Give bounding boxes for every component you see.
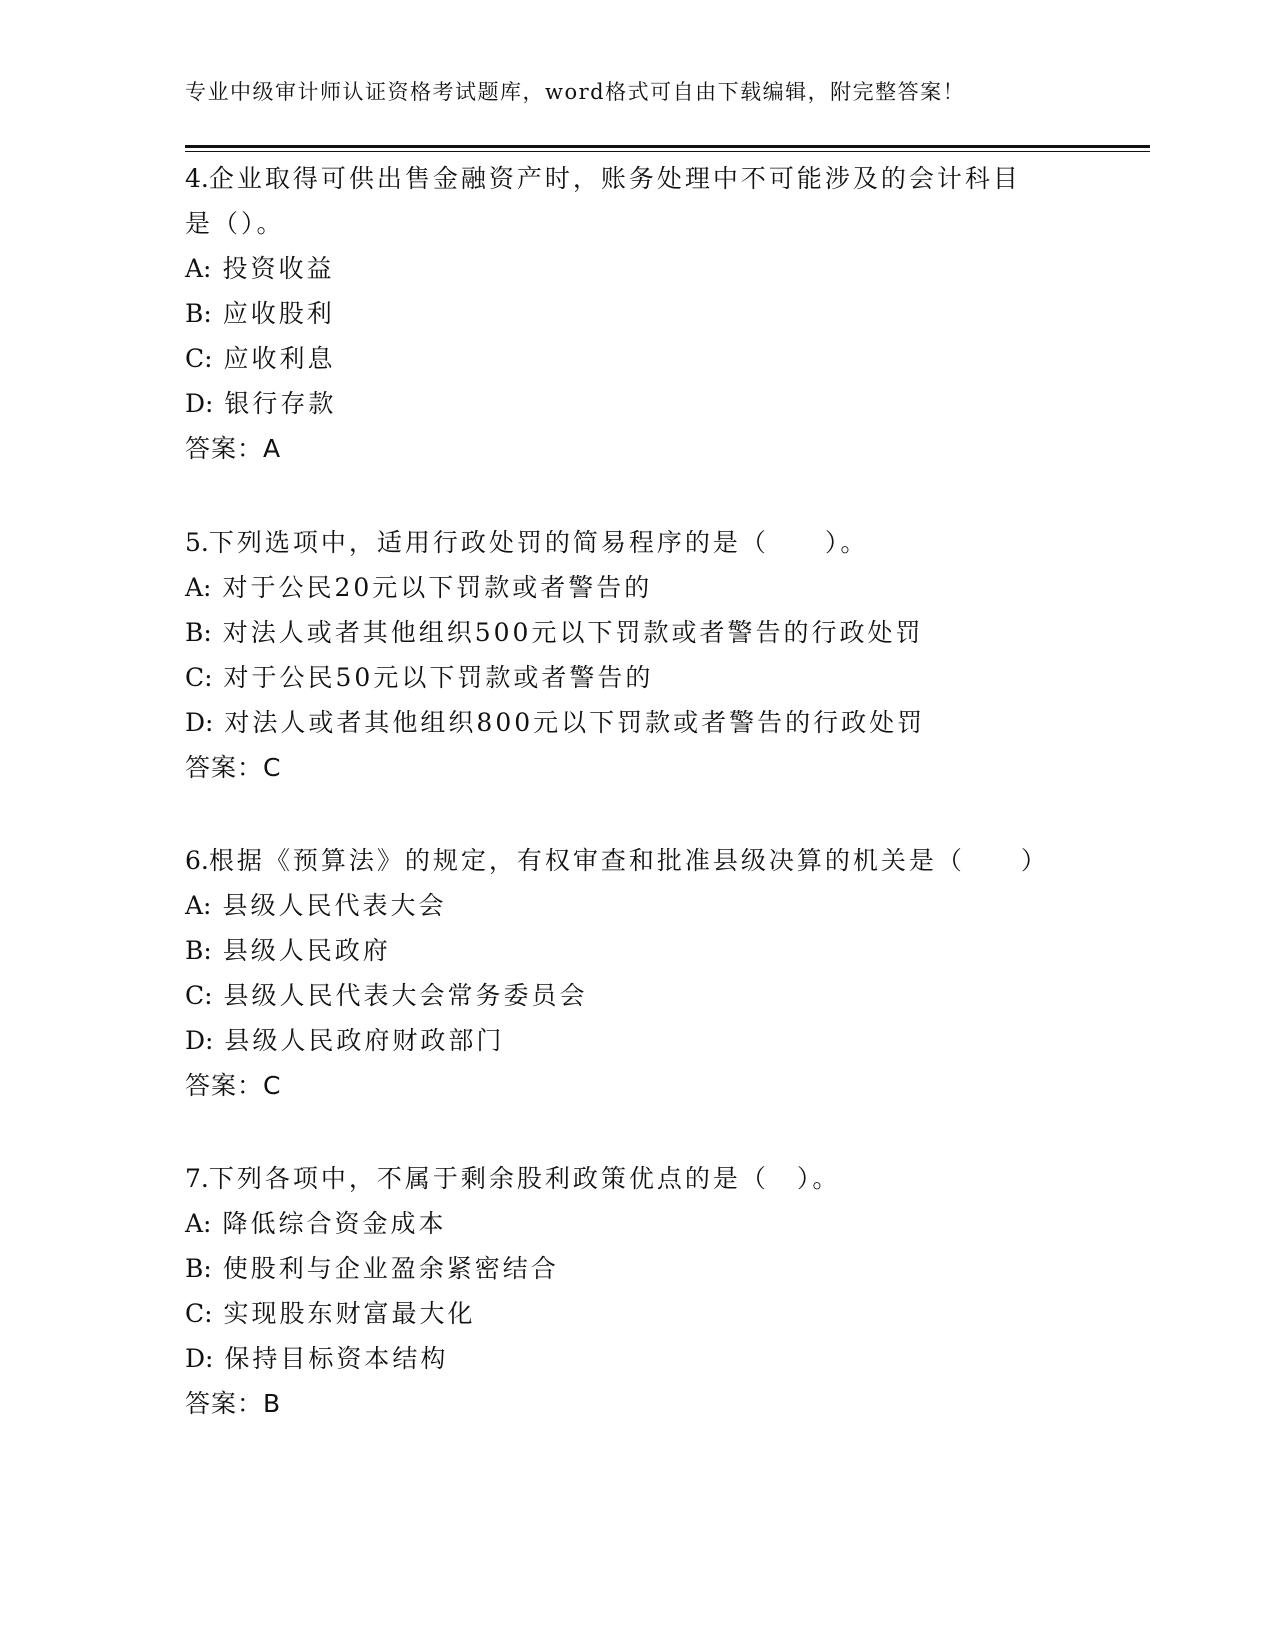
question-6 bbox=[185, 838, 1085, 1108]
question-4-text-continued bbox=[185, 201, 1085, 246]
answer: 答案：C bbox=[185, 753, 282, 782]
option-text: 实现股东财富最大化 bbox=[223, 1299, 476, 1328]
option-text: 县级人民代表大会 bbox=[222, 891, 447, 920]
option-a bbox=[185, 565, 1085, 610]
option-text: 对于公民20元以下罚款或者警告的 bbox=[222, 573, 653, 602]
option-b bbox=[185, 928, 1085, 973]
option-letter: A: bbox=[185, 1209, 212, 1238]
option-text: 县级人民政府财政部门 bbox=[224, 1026, 505, 1055]
option-text: 应收股利 bbox=[222, 299, 335, 328]
question-7-text bbox=[185, 1156, 1085, 1201]
option-text: 县级人民政府 bbox=[222, 936, 391, 965]
option-d bbox=[185, 381, 1085, 426]
option-letter: D: bbox=[185, 1026, 214, 1055]
option-letter: B: bbox=[185, 1254, 212, 1283]
option-d bbox=[185, 1018, 1085, 1063]
option-text: 投资收益 bbox=[222, 254, 335, 283]
question-line: 企业取得可供出售金融资产时，账务处理中不可能涉及的会计科目 bbox=[208, 164, 1021, 193]
option-letter: B: bbox=[185, 936, 212, 965]
option-text: 使股利与企业盈余紧密结合 bbox=[222, 1254, 559, 1283]
question-number: 4. bbox=[185, 164, 209, 193]
option-c bbox=[185, 1291, 1085, 1336]
question-number: 5. bbox=[185, 528, 209, 557]
option-b bbox=[185, 610, 1085, 655]
option-a bbox=[185, 1201, 1085, 1246]
header-divider-thin bbox=[185, 151, 1150, 152]
option-text: 对法人或者其他组织500元以下罚款或者警告的行政处罚 bbox=[222, 618, 924, 647]
option-letter: C: bbox=[185, 344, 213, 373]
option-text: 县级人民代表大会常务委员会 bbox=[223, 981, 588, 1010]
answer: 答案：B bbox=[185, 1389, 282, 1418]
option-a bbox=[185, 246, 1085, 291]
question-line: 是（）。 bbox=[185, 209, 285, 238]
option-letter: C: bbox=[185, 981, 213, 1010]
question-line: 下列各项中，不属于剩余股利政策优点的是（ ）。 bbox=[208, 1164, 841, 1193]
option-letter: C: bbox=[185, 1299, 213, 1328]
answer: 答案：C bbox=[185, 1071, 282, 1100]
option-letter: B: bbox=[185, 299, 212, 328]
option-letter: A: bbox=[185, 254, 212, 283]
option-b bbox=[185, 291, 1085, 336]
question-number: 6. bbox=[185, 846, 209, 875]
option-text: 对于公民50元以下罚款或者警告的 bbox=[223, 663, 654, 692]
question-7 bbox=[185, 1156, 1085, 1426]
option-text: 应收利息 bbox=[223, 344, 336, 373]
option-letter: C: bbox=[185, 663, 213, 692]
question-number: 7. bbox=[185, 1164, 209, 1193]
option-letter: D: bbox=[185, 708, 214, 737]
question-5-text bbox=[185, 520, 1085, 565]
question-4 bbox=[185, 156, 1085, 471]
option-b bbox=[185, 1246, 1085, 1291]
question-4-text bbox=[185, 156, 1085, 201]
option-d bbox=[185, 1336, 1085, 1381]
question-line: 下列选项中，适用行政处罚的简易程序的是（ ）。 bbox=[208, 528, 869, 557]
option-text: 保持目标资本结构 bbox=[224, 1344, 449, 1373]
option-text: 降低综合资金成本 bbox=[222, 1209, 447, 1238]
option-letter: A: bbox=[185, 891, 212, 920]
question-5 bbox=[185, 520, 1085, 790]
option-d bbox=[185, 700, 1085, 745]
option-letter: A: bbox=[185, 573, 212, 602]
option-letter: D: bbox=[185, 1344, 214, 1373]
page-header: 专业中级审计师认证资格考试题库，word格式可自由下载编辑，附完整答案！ bbox=[185, 80, 966, 104]
header-divider-thick bbox=[185, 145, 1150, 148]
option-text: 银行存款 bbox=[224, 389, 337, 418]
option-text: 对法人或者其他组织800元以下罚款或者警告的行政处罚 bbox=[224, 708, 926, 737]
answer: 答案：A bbox=[185, 434, 282, 463]
option-c bbox=[185, 336, 1085, 381]
question-6-text bbox=[185, 838, 1085, 883]
option-a bbox=[185, 883, 1085, 928]
option-letter: B: bbox=[185, 618, 212, 647]
option-c bbox=[185, 655, 1085, 700]
option-c bbox=[185, 973, 1085, 1018]
option-letter: D: bbox=[185, 389, 214, 418]
question-line: 根据《预算法》的规定，有权审查和批准县级决算的机关是（ ） bbox=[208, 846, 1049, 875]
